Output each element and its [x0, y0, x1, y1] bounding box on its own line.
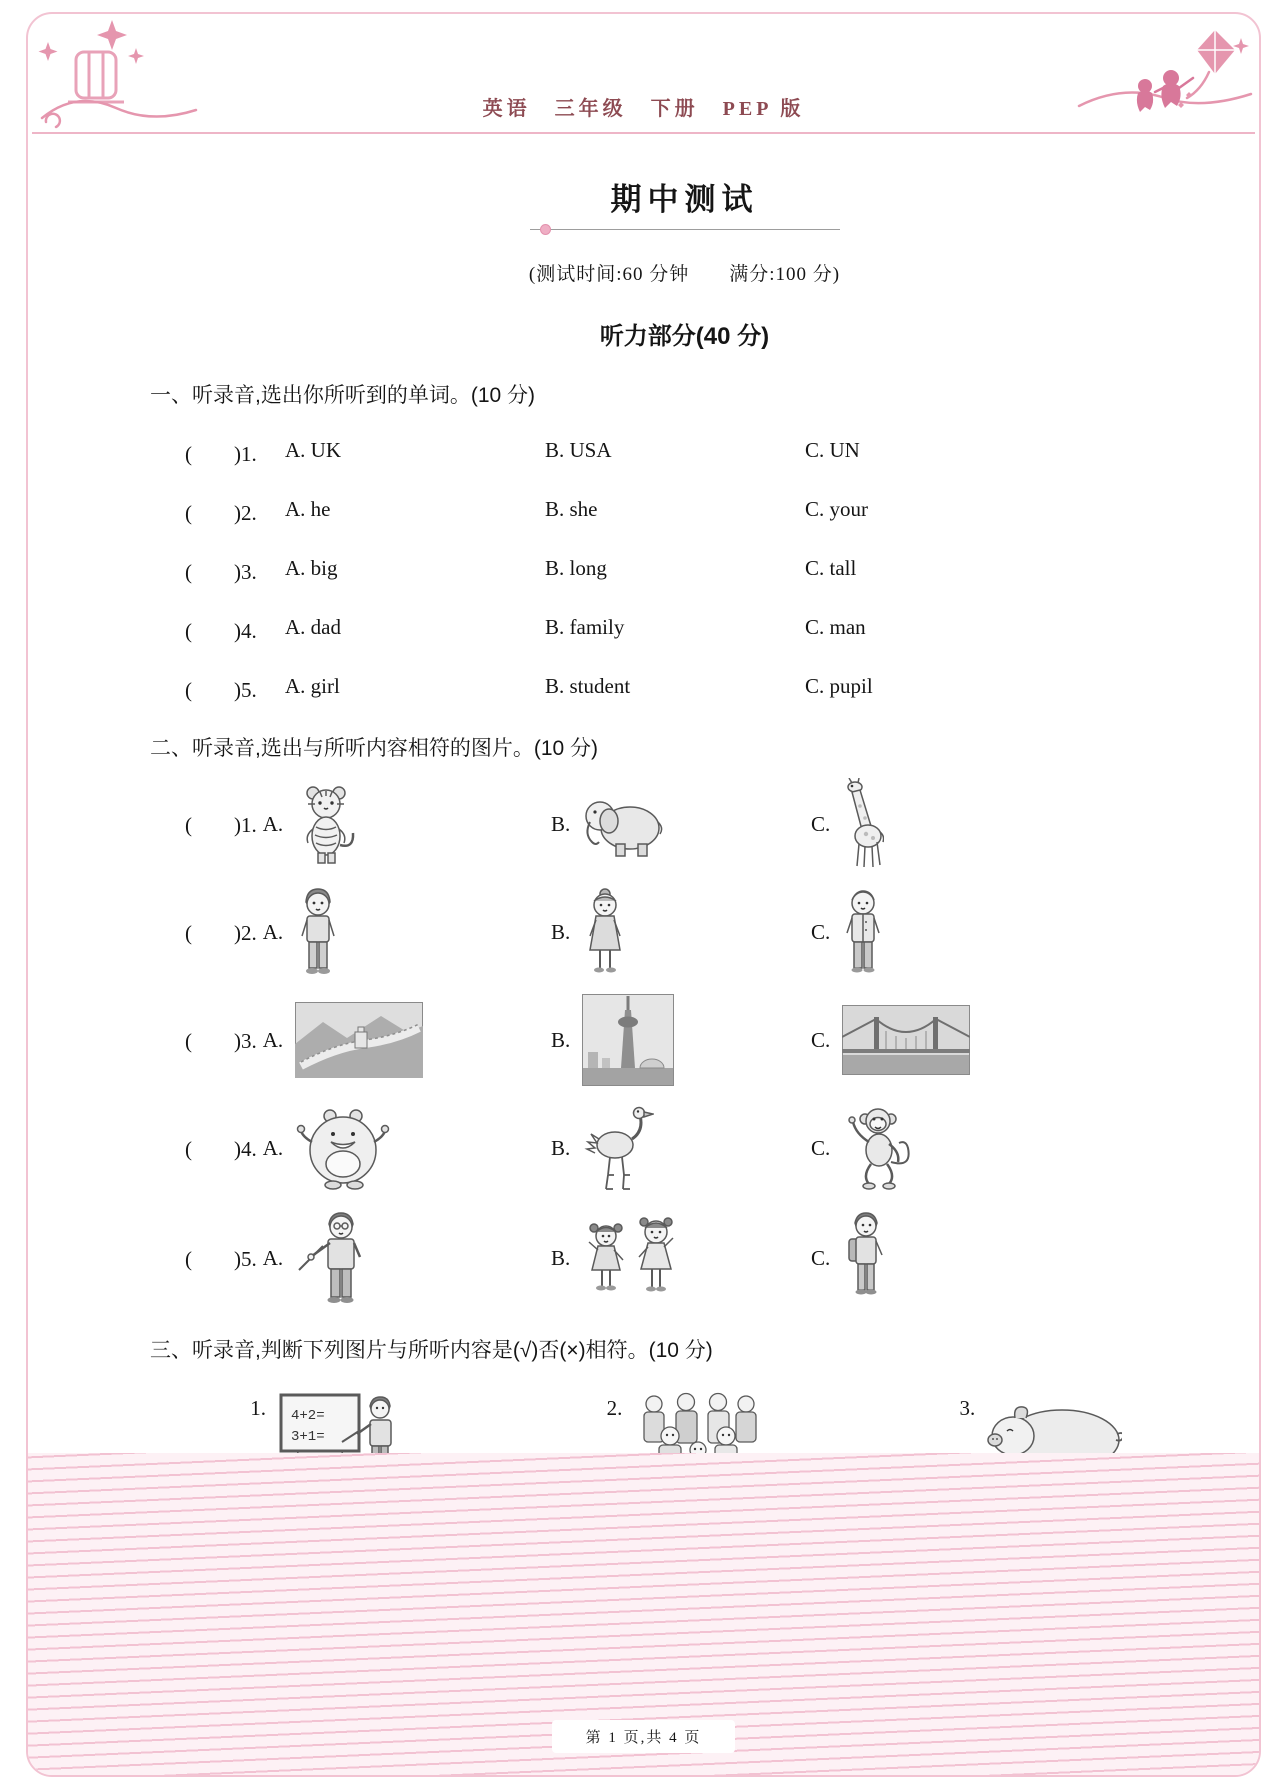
answer-blank: ( )2.	[185, 501, 257, 525]
answer-blank: ( )3.	[185, 560, 257, 584]
giraffe-image	[842, 778, 884, 870]
part1-question-row-1	[185, 438, 1219, 468]
answer-blank: ( )2.	[185, 921, 257, 945]
part2-q2-option-c: C.	[805, 886, 1219, 978]
option-b: B. USA	[545, 438, 612, 462]
part1-heading: 一、听录音,选出你所听到的单词。(10 分)	[150, 384, 536, 407]
monkey-image	[842, 1102, 914, 1194]
page-number: 第 1 页,共 4 页	[552, 1720, 736, 1753]
part3-item-3: 3.	[863, 1390, 1219, 1538]
answer-blank: ( )4.	[185, 619, 257, 643]
answer-blank: ( )5.	[185, 678, 257, 702]
pink-dot-decoration	[540, 224, 551, 235]
part1-question-row-2	[185, 497, 1219, 527]
part2-question-row-5	[185, 1210, 1219, 1306]
part2-question-row-4	[185, 1102, 1219, 1194]
ostrich-image	[582, 1103, 654, 1193]
teacher-image	[295, 1210, 373, 1306]
page-title: 期中测试	[610, 182, 759, 217]
title-underline-decoration	[530, 221, 840, 237]
part3-heading: 三、听录音,判断下列图片与所听内容是(√)否(×)相符。(10 分)	[150, 1339, 713, 1362]
test-subtitle: (测试时间:60 分钟 满分:100 分)	[528, 264, 841, 285]
option-c: C. UN	[805, 438, 860, 462]
option-a: A. UK	[285, 438, 341, 462]
answer-blank: ( )5.	[185, 1247, 257, 1271]
part2-question-row-1	[185, 778, 1219, 870]
option-c: C. your	[805, 497, 868, 521]
pupil-image	[842, 1210, 890, 1306]
tiger-image	[295, 783, 357, 865]
golden-gate-bridge-photo	[842, 1005, 970, 1075]
stars-and-swirl-decoration	[32, 16, 202, 134]
part2-q2-option-a: ( )2. A.	[185, 886, 545, 978]
part3-item-2: 2.	[506, 1390, 862, 1538]
part1-question-row-5	[185, 674, 1219, 704]
part1-question-row-3	[185, 556, 1219, 586]
part2-q1-option-b: B.	[545, 788, 805, 860]
option-c: C. tall	[805, 556, 857, 580]
part2-q4-option-b: B.	[545, 1103, 805, 1193]
part2-q5-option-b: B.	[545, 1214, 805, 1302]
grandfather-image	[842, 886, 884, 978]
part2-q4-option-a: ( )4. A.	[185, 1106, 545, 1190]
part2-question-row-2	[185, 886, 1219, 978]
page-footer	[28, 1720, 1259, 1753]
answer-blank: ( )4.	[185, 1137, 257, 1161]
grandmother-image	[582, 886, 628, 978]
svg-text:3+1=: 3+1=	[291, 1429, 325, 1445]
part1-question-row-4	[185, 615, 1219, 645]
part3-item-1: 1. 4+2= 3+1=	[150, 1390, 506, 1538]
kids-and-kite-decoration	[1075, 26, 1255, 128]
part2-question-row-3	[185, 994, 1219, 1086]
option-b: B. family	[545, 615, 625, 639]
test-content	[28, 174, 1259, 1538]
option-a: A. dad	[285, 615, 341, 639]
cn-tower-photo	[582, 994, 674, 1086]
part2-q3-option-c: C.	[805, 1005, 1219, 1075]
option-a: A. girl	[285, 674, 340, 698]
option-b: B. student	[545, 674, 631, 698]
header-divider-line	[32, 132, 1255, 134]
answer-blank: ( )1.	[185, 813, 257, 837]
part2-q3-option-b: B.	[545, 994, 805, 1086]
part2-q1-option-c: C.	[805, 778, 1219, 870]
option-b: B. she	[545, 497, 598, 521]
course-info: 英语 三年级 下册 PEP 版	[482, 98, 805, 120]
boy-image	[295, 886, 341, 978]
page-header	[28, 14, 1259, 126]
listening-section-title: 听力部分(40 分)	[599, 323, 770, 350]
svg-text:4+2=: 4+2=	[291, 1408, 325, 1424]
part2-q4-option-c: C.	[805, 1102, 1219, 1194]
answer-blank: ( )1.	[185, 442, 257, 466]
option-a: A. he	[285, 497, 331, 521]
page-frame	[26, 12, 1261, 1777]
answer-blank: ( )3.	[185, 1029, 257, 1053]
option-c: C. pupil	[805, 674, 873, 698]
option-a: A. big	[285, 556, 338, 580]
part2-q5-option-a: ( )5. A.	[185, 1210, 545, 1306]
part2-q2-option-b: B.	[545, 886, 805, 978]
option-c: C. man	[805, 615, 866, 639]
part2-heading: 二、听录音,选出与所听内容相符的图片。(10 分)	[150, 737, 599, 760]
part2-q3-option-a: ( )3. A.	[185, 1002, 545, 1078]
children-image	[582, 1214, 687, 1302]
footer-stripes-decoration	[28, 1453, 1259, 1775]
elephant-image	[582, 788, 664, 860]
option-b: B. long	[545, 556, 607, 580]
great-wall-photo	[295, 1002, 423, 1078]
part2-q5-option-c: C.	[805, 1210, 1219, 1306]
part2-q1-option-a: ( )1. A.	[185, 783, 545, 865]
bear-image	[295, 1106, 391, 1190]
